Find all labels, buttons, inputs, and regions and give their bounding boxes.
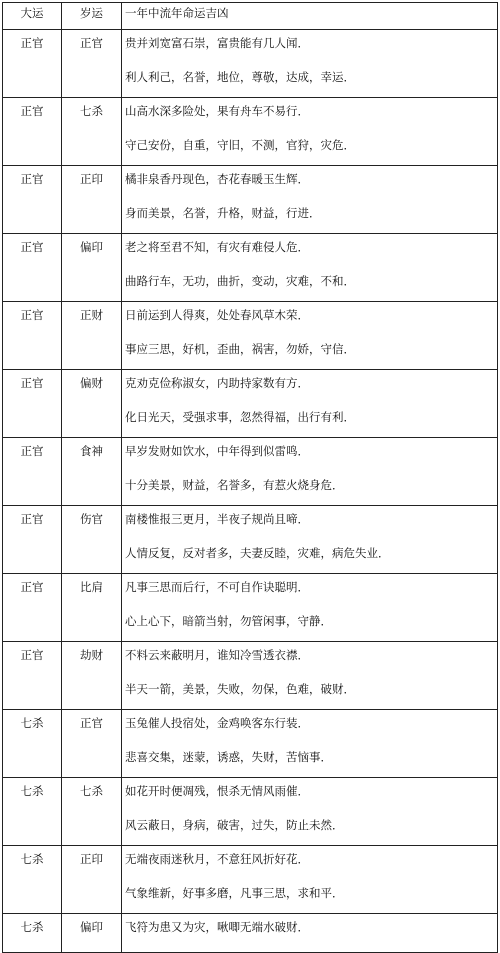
description-line-2: 悲喜交集，迷蒙，诱惑，失财，苦恼事． bbox=[125, 750, 332, 764]
description-cell bbox=[122, 30, 498, 98]
suiyun-cell: 伤官 bbox=[62, 506, 122, 574]
description-line-2: 半天一箭，美景，失败，勿保，色难，破财． bbox=[125, 682, 355, 696]
description-line-1: 无端夜雨迷秋月，不意狂风折好花． bbox=[125, 852, 309, 866]
table-row bbox=[3, 302, 498, 370]
line-gap bbox=[125, 594, 494, 614]
header-suiyun: 岁运 bbox=[62, 3, 122, 30]
description-cell bbox=[122, 506, 498, 574]
description-line-1: 老之将至君不知，有灾有难侵人危． bbox=[125, 240, 309, 254]
description-line-1: 山高水深多险处，果有舟车不易行． bbox=[125, 104, 309, 118]
suiyun-cell: 正财 bbox=[62, 302, 122, 370]
description-line-1: 飞符为患又为灾，啾唧无端水破财． bbox=[125, 920, 309, 934]
table-row bbox=[3, 914, 498, 953]
description-cell bbox=[122, 642, 498, 710]
table-row bbox=[3, 166, 498, 234]
dayun-cell: 正官 bbox=[3, 234, 62, 302]
description-line-1: 如花开时便凋残，恨杀无情风雨催． bbox=[125, 784, 309, 798]
description-cell bbox=[122, 234, 498, 302]
description-line-2: 事应三思，好机，歪曲，祸害，勿娇，守信． bbox=[125, 342, 355, 356]
table-row bbox=[3, 642, 498, 710]
description-cell bbox=[122, 302, 498, 370]
line-gap bbox=[125, 186, 494, 206]
line-gap bbox=[125, 390, 494, 410]
description-cell bbox=[122, 574, 498, 642]
dayun-cell: 正官 bbox=[3, 370, 62, 438]
description-line-1: 克劝克俭称淑女，内助持家数有方． bbox=[125, 376, 309, 390]
table-row bbox=[3, 30, 498, 98]
line-gap bbox=[125, 118, 494, 138]
description-line-1: 南楼惟报三更月，半夜子规尚且啼． bbox=[125, 512, 309, 526]
dayun-cell: 七杀 bbox=[3, 710, 62, 778]
dayun-cell: 正官 bbox=[3, 574, 62, 642]
line-gap bbox=[125, 662, 494, 682]
line-gap bbox=[125, 866, 494, 886]
dayun-cell: 正官 bbox=[3, 166, 62, 234]
dayun-cell: 正官 bbox=[3, 642, 62, 710]
dayun-cell: 正官 bbox=[3, 30, 62, 98]
table-row bbox=[3, 846, 498, 914]
suiyun-cell: 偏财 bbox=[62, 370, 122, 438]
line-gap bbox=[125, 458, 494, 478]
description-cell bbox=[122, 778, 498, 846]
line-gap bbox=[125, 526, 494, 546]
suiyun-cell: 七杀 bbox=[62, 98, 122, 166]
description-line-2: 化日光天，受强求事，忽然得福，出行有利． bbox=[125, 410, 355, 424]
description-cell bbox=[122, 846, 498, 914]
suiyun-cell: 比肩 bbox=[62, 574, 122, 642]
description-cell bbox=[122, 438, 498, 506]
description-line-1: 不料云来蔽明月，谁知冷雪透衣襟． bbox=[125, 648, 309, 662]
line-gap bbox=[125, 322, 494, 342]
description-line-1: 凡事三思而后行，不可自作诀聪明． bbox=[125, 580, 309, 594]
suiyun-cell: 偏印 bbox=[62, 234, 122, 302]
description-cell bbox=[122, 370, 498, 438]
suiyun-cell: 食神 bbox=[62, 438, 122, 506]
description-line-2: 利人利己，名誉，地位，尊敬，达成，幸运． bbox=[125, 70, 355, 84]
description-line-2: 守己安份，自重，守旧，不测，官狩，灾危． bbox=[125, 138, 355, 152]
description-line-2: 身而美景，名誉，升格，财益，行进． bbox=[125, 206, 321, 220]
suiyun-cell: 正印 bbox=[62, 166, 122, 234]
dayun-cell: 正官 bbox=[3, 506, 62, 574]
table-row bbox=[3, 370, 498, 438]
suiyun-cell: 七杀 bbox=[62, 778, 122, 846]
description-line-1: 早岁发财如饮水，中年得到似雷鸣． bbox=[125, 444, 309, 458]
dayun-cell: 七杀 bbox=[3, 846, 62, 914]
suiyun-cell: 正官 bbox=[62, 710, 122, 778]
table-row bbox=[3, 710, 498, 778]
dayun-cell: 七杀 bbox=[3, 914, 62, 953]
description-cell bbox=[122, 166, 498, 234]
suiyun-cell: 偏印 bbox=[62, 914, 122, 953]
suiyun-cell: 正官 bbox=[62, 30, 122, 98]
line-gap bbox=[125, 730, 494, 750]
description-cell bbox=[122, 710, 498, 778]
description-line-1: 橘非泉香丹现色，杏花春暖玉生辉． bbox=[125, 172, 309, 186]
dayun-cell: 正官 bbox=[3, 438, 62, 506]
table-row bbox=[3, 574, 498, 642]
description-line-2: 心上心下，暗箭当射，勿管闲事，守静． bbox=[125, 614, 332, 628]
table-row bbox=[3, 506, 498, 574]
dayun-cell: 正官 bbox=[3, 302, 62, 370]
table-row bbox=[3, 438, 498, 506]
description-line-2: 人情反复，反对者多，夫妻反睦，灾难，病危失业． bbox=[125, 546, 390, 560]
description-cell bbox=[122, 914, 498, 953]
suiyun-cell: 劫财 bbox=[62, 642, 122, 710]
description-line-2: 气象维新，好事多磨，凡事三思，求和平． bbox=[125, 886, 344, 900]
description-line-1: 日前运到人得爽，处处春风草木荣． bbox=[125, 308, 309, 322]
fortune-table bbox=[2, 2, 498, 953]
header-description: 一年中流年命运吉凶 bbox=[122, 3, 498, 30]
dayun-cell: 七杀 bbox=[3, 778, 62, 846]
line-gap bbox=[125, 50, 494, 70]
table-header-row bbox=[3, 3, 498, 30]
description-line-2: 风云蔽日，身病，破害，过失，防止未然． bbox=[125, 818, 344, 832]
description-line-1: 贵并刘宽富石崇，富贵能有几人闻． bbox=[125, 36, 309, 50]
table-row bbox=[3, 778, 498, 846]
line-gap bbox=[125, 798, 494, 818]
description-line-2: 十分美景，财益，名誉多，有惹火烧身危． bbox=[125, 478, 344, 492]
header-dayun: 大运 bbox=[3, 3, 62, 30]
description-line-2: 曲路行车，无功，曲折，变动，灾难，不和． bbox=[125, 274, 355, 288]
table-row bbox=[3, 98, 498, 166]
dayun-cell: 正官 bbox=[3, 98, 62, 166]
description-line-1: 玉兔催人投宿处，金鸡唤客东行装． bbox=[125, 716, 309, 730]
suiyun-cell: 正印 bbox=[62, 846, 122, 914]
description-cell bbox=[122, 98, 498, 166]
line-gap bbox=[125, 254, 494, 274]
table-row bbox=[3, 234, 498, 302]
